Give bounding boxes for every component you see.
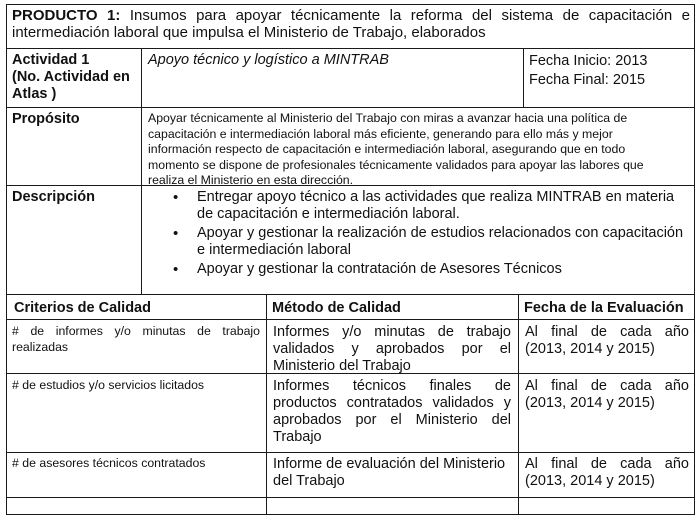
- rule: [518, 294, 519, 514]
- end-date: Fecha Final: 2015: [529, 72, 646, 88]
- rule: [6, 319, 695, 320]
- activity-number: Actividad 1: [12, 52, 90, 68]
- table-row-date: Al final de cada año (2013, 2014 y 2015): [525, 378, 689, 411]
- table-row-method: Informe de evaluación del Ministerio del Trabajo: [273, 456, 506, 489]
- rule: [6, 48, 695, 49]
- activity-dates: [529, 52, 689, 90]
- table-row-date: Al final de cada año (2013, 2014 y 2015): [525, 456, 689, 489]
- purpose-text: Apoyar técnicamente al Ministerio del Trabajo con miras a avanzar hacia una política de capacitación e intermediación laboral más eficiente, generando para ello más y mejor información respecto de capacitación e intermediación laboral, asegurando que en todo momento se dispone de profesionales técnicamente validados para apoyar las labores que realiza el Ministerio en esta dirección.: [148, 111, 644, 187]
- table-row-criterion: # de estudios y/o servicios licitados: [12, 378, 205, 392]
- table-row-criterion: # de informes y/o minutas de trabajo realizadas: [12, 324, 260, 354]
- product-heading: [12, 7, 690, 41]
- description-list: [170, 189, 688, 280]
- start-date: Fecha Inicio: 2013: [529, 53, 648, 69]
- table-row-method: Informes técnicos finales de productos contratados validados y aprobados por el Ministerio del Trabajo: [273, 378, 511, 445]
- rule: [6, 294, 695, 295]
- rule: [694, 4, 695, 514]
- rule: [266, 294, 267, 514]
- criteria-header: Criterios de Calidad: [14, 300, 151, 316]
- rule: [6, 107, 695, 108]
- product-title: Insumos para apoyar técnicamente la reforma del sistema de capacitación e intermediación laboral que impulsa el Ministerio de Trabajo, elaborados: [12, 7, 690, 41]
- rule: [141, 48, 142, 294]
- evaluation-date-header: Fecha de la Evaluación: [524, 300, 684, 316]
- table-row-criterion: # de asesores técnicos contratados: [12, 456, 206, 470]
- activity-label: [12, 52, 138, 103]
- rule: [6, 497, 695, 498]
- rule: [523, 48, 524, 107]
- list-item: • Apoyar y gestionar la realización de estudios relacionados con capacitación e intermediación laboral: [170, 225, 688, 259]
- atlas-number-label: (No. Actividad en Atlas ): [12, 69, 130, 102]
- description-label: Descripción: [12, 189, 95, 205]
- rule: [6, 452, 695, 453]
- purpose-label: Propósito: [12, 111, 80, 127]
- list-item: • Apoyar y gestionar la contratación de Asesores Técnicos: [170, 261, 688, 278]
- list-item: • Entregar apoyo técnico a las actividades que realiza MINTRAB en materia de capacitación e intermediación laboral.: [170, 189, 688, 223]
- method-header: Método de Calidad: [272, 300, 401, 316]
- activity-name: Apoyo técnico y logístico a MINTRAB: [148, 52, 389, 68]
- rule: [6, 4, 695, 5]
- table-row-method: Informes y/o minutas de trabajo validados y aprobados por el Ministerio del Trabajo: [273, 324, 511, 374]
- table-row-date: Al final de cada año (2013, 2014 y 2015): [525, 324, 689, 357]
- rule: [6, 514, 695, 515]
- rule: [6, 4, 7, 514]
- product-label: PRODUCTO 1:: [12, 7, 121, 24]
